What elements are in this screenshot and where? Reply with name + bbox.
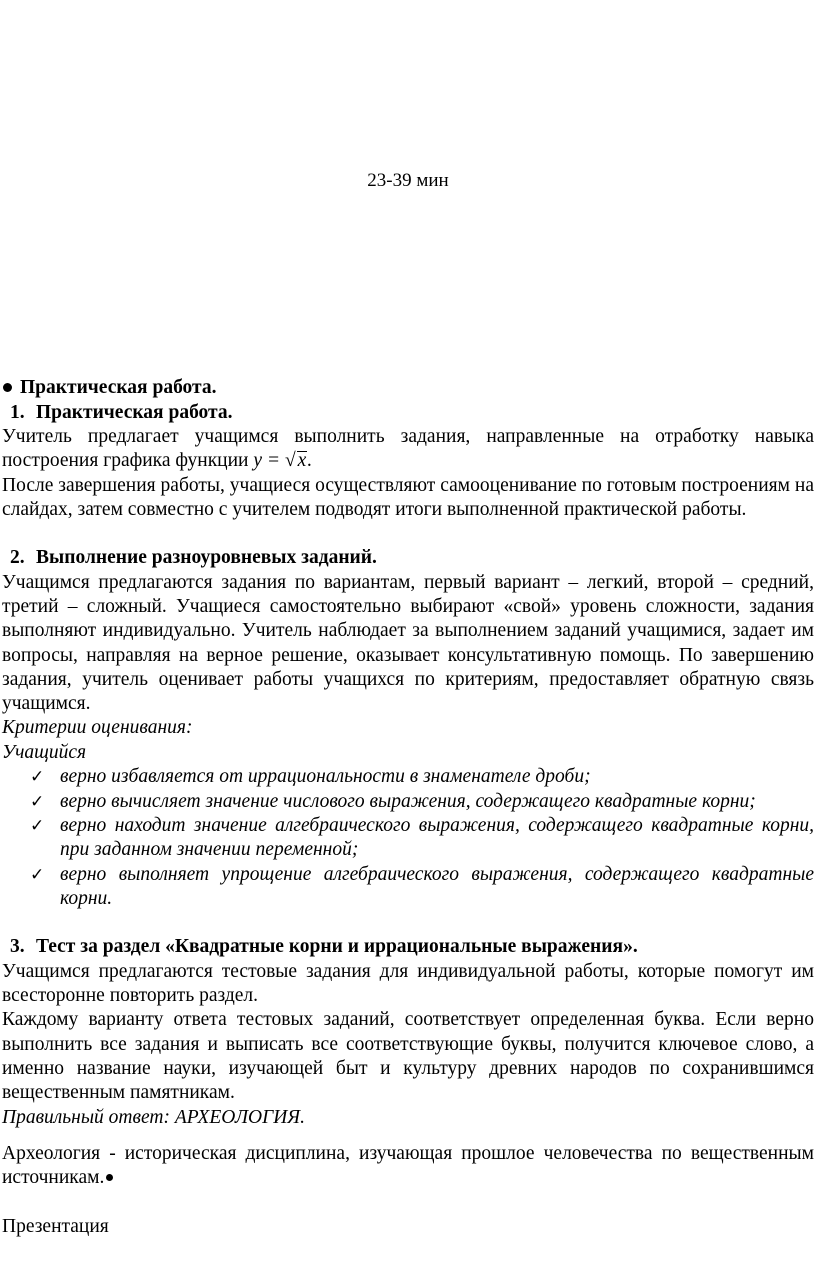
item-3-paragraph-1: Учащимся предлагаются тестовые задания для индивидуальной работы, которые помогут им всесторонне повторить раздел. — [2, 960, 814, 1007]
section-title: Практическая работа. — [2, 376, 814, 401]
item-3-heading — [2, 935, 814, 960]
item-1-paragraph-2: После завершения работы, учащиеся осуществляют самооценивание по готовым построениям на слайдах, затем совместно с учителем подводят итоги выполненной практической работы. — [2, 474, 814, 520]
list-item: ✓ верно выполняет упрощение алгебраического выражения, содержащего квадратные корни. — [30, 863, 814, 909]
sqrt-icon: √ — [284, 450, 296, 472]
criteria-list — [2, 765, 814, 911]
checkmark-icon: ✓ — [30, 791, 45, 812]
item-title: Выполнение разноуровневых заданий. — [36, 547, 377, 569]
item-title: Практическая работа. — [36, 401, 233, 423]
list-item: ✓ верно вычисляет значение числового выражения, содержащего квадратные корни; — [2, 790, 814, 814]
item-number: 3. — [10, 936, 25, 958]
item-title: Тест за раздел «Квадратные корни и иррациональные выражения». — [36, 936, 638, 958]
time-label: 23-39 мин — [367, 170, 449, 191]
formula: y = √ x. — [253, 450, 313, 472]
criteria-title: Критерии оценивания: — [2, 717, 193, 739]
document-body — [2, 376, 814, 1239]
item-1-heading — [2, 401, 814, 426]
correct-answer: Правильный ответ: АРХЕОЛОГИЯ. — [2, 1106, 305, 1128]
definition-paragraph: Археология - историческая дисциплина, изучающая прошлое человечества по вещественным источникам. — [2, 1143, 814, 1189]
checkmark-icon: ✓ — [30, 767, 45, 788]
list-item: ✓ верно избавляется от иррациональности в знаменателе дроби; — [2, 765, 814, 789]
bullet-icon — [106, 1174, 113, 1181]
list-item: ✓ верно находит значение алгебраического выражения, содержащего квадратные корни, при заданном значении переменной; — [30, 815, 814, 861]
checkmark-icon: ✓ — [30, 864, 45, 885]
item-number: 2. — [10, 547, 25, 569]
item-3-paragraph-2: Каждому варианту ответа тестовых заданий, соответствует определенная буква. Если верно выполнить все задания и выписать все соответствующие буквы, получится ключевое слово, а именно название науки, изучающей быт и культуру древних народов по сохранившимся вещественным памятникам. — [2, 1009, 814, 1104]
item-number: 1. — [10, 401, 25, 423]
item-2-heading — [2, 546, 814, 571]
bullet-icon — [3, 383, 12, 392]
item-1-paragraph-1: Учитель предлагает учащимся выполнить задания, направленные на отработку навыка построения графика функции y = √ x. — [2, 426, 814, 472]
criteria-subject: Учащийся — [2, 741, 87, 763]
checkmark-icon: ✓ — [30, 816, 45, 837]
presentation-label: Презентация — [2, 1215, 109, 1237]
item-2-paragraph: Учащимся предлагаются задания по вариантам, первый вариант – легкий, второй – средний, третий – сложный. Учащиеся самостоятельно выбирают «свой» уровень сложности, задания выполняют индивидуально. Учитель наблюдает за выполнением заданий учащимися, задает им вопросы, направляя на верное решение, оказывает консультативную помощь. По завершению задания, учитель оценивает работы учащихся по критериям, предоставляет обратную связь учащимся. — [2, 571, 814, 715]
